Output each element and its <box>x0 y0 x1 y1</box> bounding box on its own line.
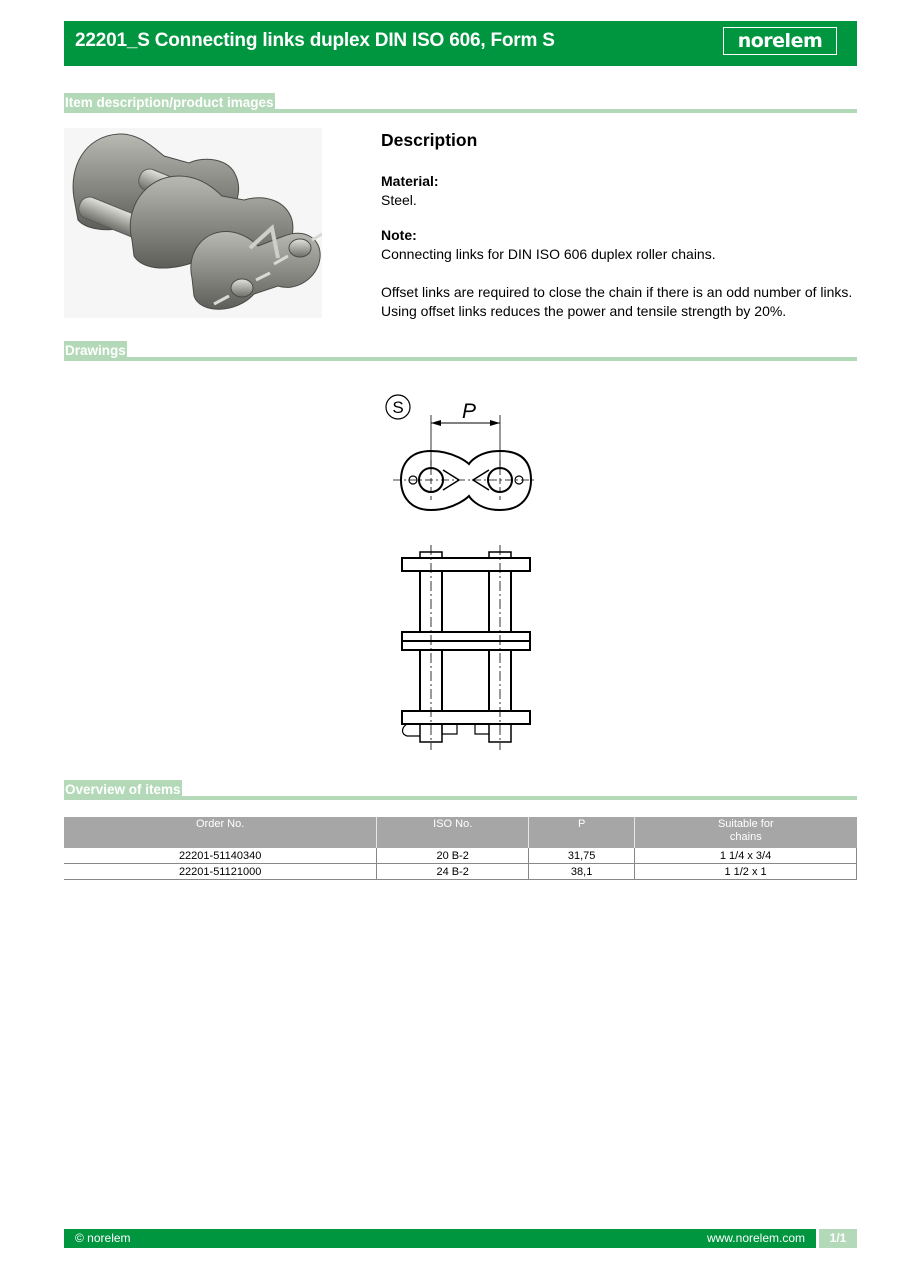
note-text-1: Connecting links for DIN ISO 606 duplex roller chains. <box>381 246 716 262</box>
footer-bar <box>64 1229 816 1248</box>
p-cell: 31,75 <box>529 848 635 864</box>
page-number: 1/1 <box>819 1229 857 1248</box>
norelem-logo <box>723 27 837 55</box>
suitable-chains-cell: 1 1/2 x 1 <box>635 864 857 880</box>
table-row[interactable] <box>64 864 857 880</box>
technical-drawing <box>385 390 545 760</box>
description-heading: Description <box>381 130 478 150</box>
note-label: Note: <box>381 227 417 243</box>
section-label: Item description/product images <box>64 93 275 113</box>
order-no-cell: 22201-51140340 <box>64 848 377 864</box>
col-header-suitable-for-chains <box>635 817 857 848</box>
product-image <box>64 128 322 318</box>
section-label: Drawings <box>64 341 127 361</box>
suitable-chains-cell: 1 1/4 x 3/4 <box>635 848 857 864</box>
col-header-iso-no: ISO No. <box>377 817 529 848</box>
iso-no-cell: 20 B-2 <box>377 848 529 864</box>
logo-text: norelem <box>737 30 823 52</box>
footer-url-link[interactable]: www.norelem.com <box>706 1231 805 1245</box>
col-header-p: P <box>529 817 635 848</box>
table-header-row <box>64 817 857 848</box>
page-footer <box>64 1229 857 1248</box>
p-cell: 38,1 <box>529 864 635 880</box>
description-block <box>381 128 857 321</box>
material-value: Steel. <box>381 192 417 208</box>
form-marker: S <box>392 398 404 417</box>
dimension-p-label: P <box>461 400 477 423</box>
items-table <box>64 817 857 880</box>
material-label: Material: <box>381 173 439 189</box>
table-row[interactable] <box>64 848 857 864</box>
col-header-order-no: Order No. <box>64 817 377 848</box>
iso-no-cell: 24 B-2 <box>377 864 529 880</box>
page-title: 22201_S Connecting links duplex DIN ISO 606, Form S <box>75 30 555 51</box>
order-no-cell: 22201-51121000 <box>64 864 377 880</box>
section-drawings <box>64 339 857 361</box>
section-item-description <box>64 91 857 113</box>
section-overview <box>64 778 857 800</box>
note-text-2: Offset links are required to close the chain if there is an odd number of links. Using offset links reduces the power and tensile strength by 20%. <box>381 284 853 319</box>
page-header <box>64 21 857 66</box>
footer-copyright: © norelem <box>75 1231 131 1245</box>
section-label: Overview of items <box>64 780 182 800</box>
suitable-chains-header-text: Suitable for chains <box>717 818 774 843</box>
section-divider <box>64 796 857 800</box>
section-divider <box>64 357 857 361</box>
